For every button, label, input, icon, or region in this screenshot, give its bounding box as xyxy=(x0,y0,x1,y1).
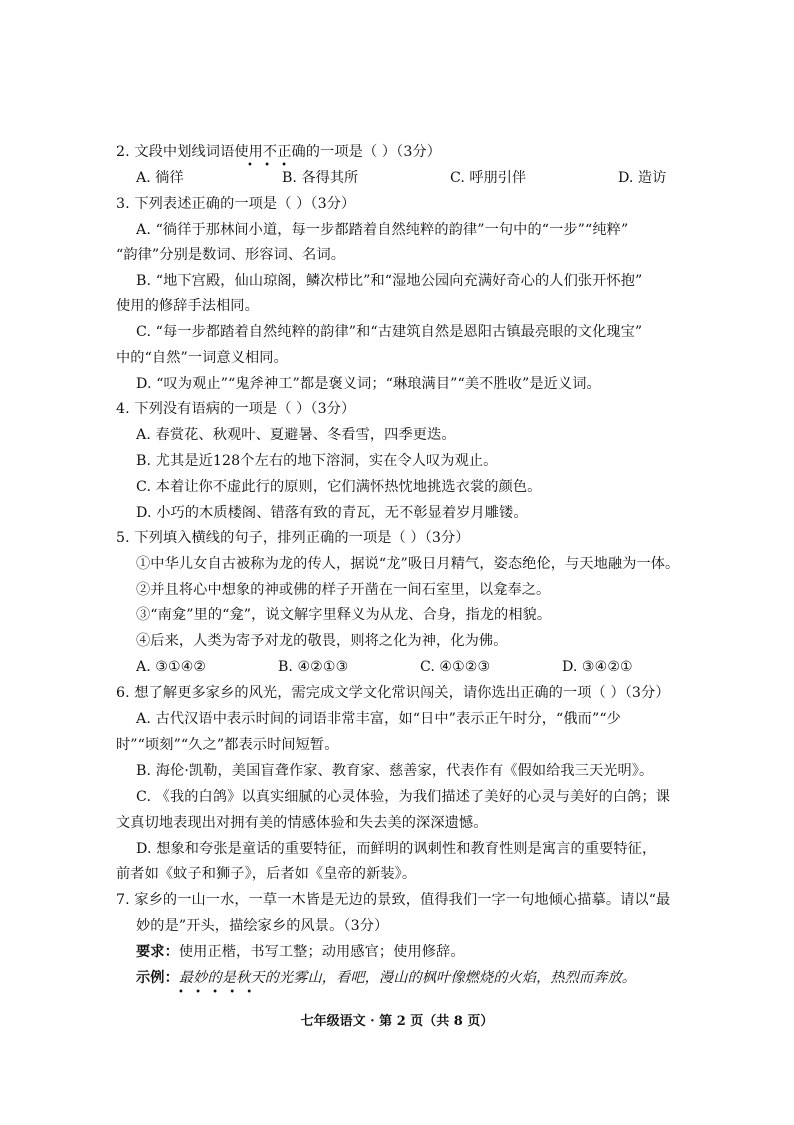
q7-stem-line1: 7. 家乡的一山一水，一草一木皆是无边的景致，值得我们一字一句地倾心描摹。请以“最 xyxy=(116,892,671,908)
requirement-label: 要求： xyxy=(136,944,179,960)
q5-option-c: C. ④①②③ xyxy=(420,659,491,675)
q6-option-d-line2: 前者如《蚊子和狮子》，后者如《皇帝的新装》。 xyxy=(116,866,417,882)
q2-stem: 2. 文段中划线词语使用不正确的一项是（ ）（3分） xyxy=(116,144,442,160)
q5-option-d: D. ③④②① xyxy=(562,659,633,675)
q4-option-d: D. 小巧的木质楼阁、错落有致的青瓦，无不彰显着岁月雕镂。 xyxy=(136,505,528,521)
q3-option-a-line2: “韵律”分别是数词、形容词、名词。 xyxy=(116,247,346,263)
q3-option-d: D. “叹为观止”“鬼斧神工”都是褒义词；“琳琅满目”“美不胜收”是近义词。 xyxy=(136,376,601,392)
q5-sentence-3: ③“南龛”里的“龛”，说文解字里释义为从龙、合身，指龙的相貌。 xyxy=(136,607,552,623)
q5-option-b: B. ④②①③ xyxy=(278,659,349,675)
q5-sentence-1: ①中华儿女自古被称为龙的传人，据说“龙”吸日月精气，姿态绝伦，与天地融为一体。 xyxy=(136,556,680,572)
emphasis-dots: • • • xyxy=(247,160,292,171)
emphasis-dots: • • • • • xyxy=(178,987,257,998)
q7-requirement xyxy=(136,942,465,962)
q4-option-c: C. 本着让你不虚此行的原则，它们满怀热忱地挑选衣裳的颜色。 xyxy=(136,479,542,495)
example-label: 示例： xyxy=(136,970,179,986)
q7-example xyxy=(136,968,636,988)
page-footer: 七年级语文 · 第 2 页（共 8 页） xyxy=(300,1014,494,1029)
q3-option-b-line2: 使用的修辞手法相同。 xyxy=(116,298,259,314)
example-text: 最妙的是秋天的光雾山，看吧，漫山的枫叶像燃烧的火焰，热烈而奔放。 xyxy=(178,970,637,986)
q5-sentence-2: ②并且将心中想象的神或佛的样子开凿在一间石室里，以龛奉之。 xyxy=(136,582,551,598)
q3-option-c-line2: 中的“自然”一词意义相同。 xyxy=(116,350,288,366)
q3-option-b-line1: B. “地下宫殿，仙山琼阁，鳞次栉比”和“湿地公园向充满好奇心的人们张开怀抱” xyxy=(136,273,643,289)
q7-stem-line2: 妙的是”开头，描绘家乡的风景。（3分） xyxy=(136,918,389,934)
q5-sentence-4: ④后来，人类为寄予对龙的敬畏，则将之化为神，化为佛。 xyxy=(136,633,508,649)
q6-option-a-line2: 时”“顷刻”“久之”都表示时间短暂。 xyxy=(116,737,339,753)
q2-option-a: A. 徜徉 xyxy=(136,170,184,186)
q2-option-c: C. 呼朋引伴 xyxy=(450,170,527,186)
q4-option-b: B. 尤其是近128个左右的地下溶洞，实在令人叹为观止。 xyxy=(136,453,498,469)
q6-option-c-line1: C. 《我的白鸽》以真实细腻的心灵体验，为我们描述了美好的心灵与美好的白鸽；课 xyxy=(136,789,671,805)
q4-option-a: A. 春赏花、秋观叶、夏避暑、冬看雪，四季更迭。 xyxy=(136,427,456,443)
requirement-text: 使用正楷，书写工整；动用感官；使用修辞。 xyxy=(178,944,465,960)
q6-option-a-line1: A. 古代汉语中表示时间的词语非常丰富，如“日中”表示正午时分，“俄而”“少 xyxy=(136,711,621,727)
q5-option-a: A. ③①④② xyxy=(136,659,207,675)
q3-option-c-line1: C. “每一步都踏着自然纯粹的韵律”和“古建筑自然是恩阳古镇最亮眼的文化瑰宝” xyxy=(136,324,643,340)
q6-stem: 6. 想了解更多家乡的风光，需完成文学文化常识闯关，请你选出正确的一项（ ）（3分） xyxy=(116,685,670,701)
q2-option-d: D. 造访 xyxy=(618,170,667,186)
q4-stem: 4. 下列没有语病的一项是（ ）（3分） xyxy=(116,401,356,417)
q5-stem: 5. 下列填入横线的句子，排列正确的一项是（ ）（3分） xyxy=(116,530,470,546)
q6-option-d-line1: D. 想象和夸张是童话的重要特征，而鲜明的讽刺性和教育性则是寓言的重要特征， xyxy=(136,841,657,857)
q2-option-b: B. 各得其所 xyxy=(282,170,359,186)
q6-option-c-line2: 文真切地表现出对拥有美的情感体验和失去美的深深遗憾。 xyxy=(116,815,488,831)
q3-stem: 3. 下列表述正确的一项是（ ）（3分） xyxy=(116,196,356,212)
q3-option-a-line1: A. “徜徉于那林间小道，每一步都踏着自然纯粹的韵律”一句中的“一步”“纯粹” xyxy=(136,222,629,238)
q6-option-b: B. 海伦·凯勒，美国盲聋作家、教育家、慈善家，代表作有《假如给我三天光明》。 xyxy=(136,763,654,779)
